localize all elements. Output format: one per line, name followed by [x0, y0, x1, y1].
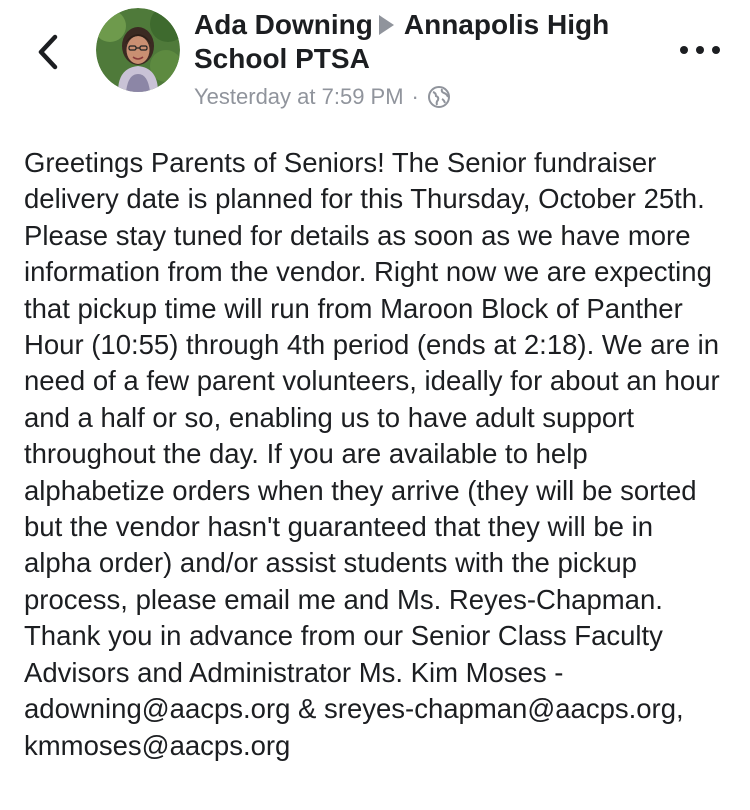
avatar[interactable]: [96, 8, 180, 92]
post-title-block: [194, 8, 664, 110]
post-title: [194, 8, 664, 76]
arrow-right-icon: [379, 15, 394, 35]
more-dot-icon: [696, 46, 704, 54]
back-button[interactable]: [28, 30, 68, 74]
meta-separator: ·: [411, 84, 419, 109]
more-dot-icon: [680, 46, 688, 54]
chevron-left-icon: [37, 34, 59, 70]
more-dot-icon: [712, 46, 720, 54]
globe-icon: [427, 85, 451, 109]
post-header: [0, 0, 750, 120]
group-name[interactable]: Annapolis High School PTSA: [194, 9, 610, 74]
author-name[interactable]: Ada Downing: [194, 9, 373, 40]
more-options-button[interactable]: [680, 40, 720, 60]
post-timestamp[interactable]: Yesterday at 7:59 PM: [194, 84, 404, 109]
post-body: Greetings Parents of Seniors! The Senior fundraiser delivery date is planned for this Thursday, October 25th. Please stay tuned for details as soon as we have more information from the vendor. Right now we are expecting that pickup time will run from Maroon Block of Panther Hour (10:55) through 4th period (ends at 2:18). We are in need of a few parent volunteers, ideally for about an hour and a half or so, enabling us to have adult support throughout the day. If you are available to help alphabetize orders when they arrive (they will be sorted but the vendor hasn't guaranteed that they will be in alpha order) and/or assist students with the pickup process, please email me and Ms. Reyes-Chapman. Thank you in advance from our Senior Class Faculty Advisors and Administrator Ms. Kim Moses - adowning@aacps.org & sreyes-chapman@aacps.org, kmmoses@aacps.org: [24, 147, 728, 761]
post-meta: [194, 84, 664, 110]
